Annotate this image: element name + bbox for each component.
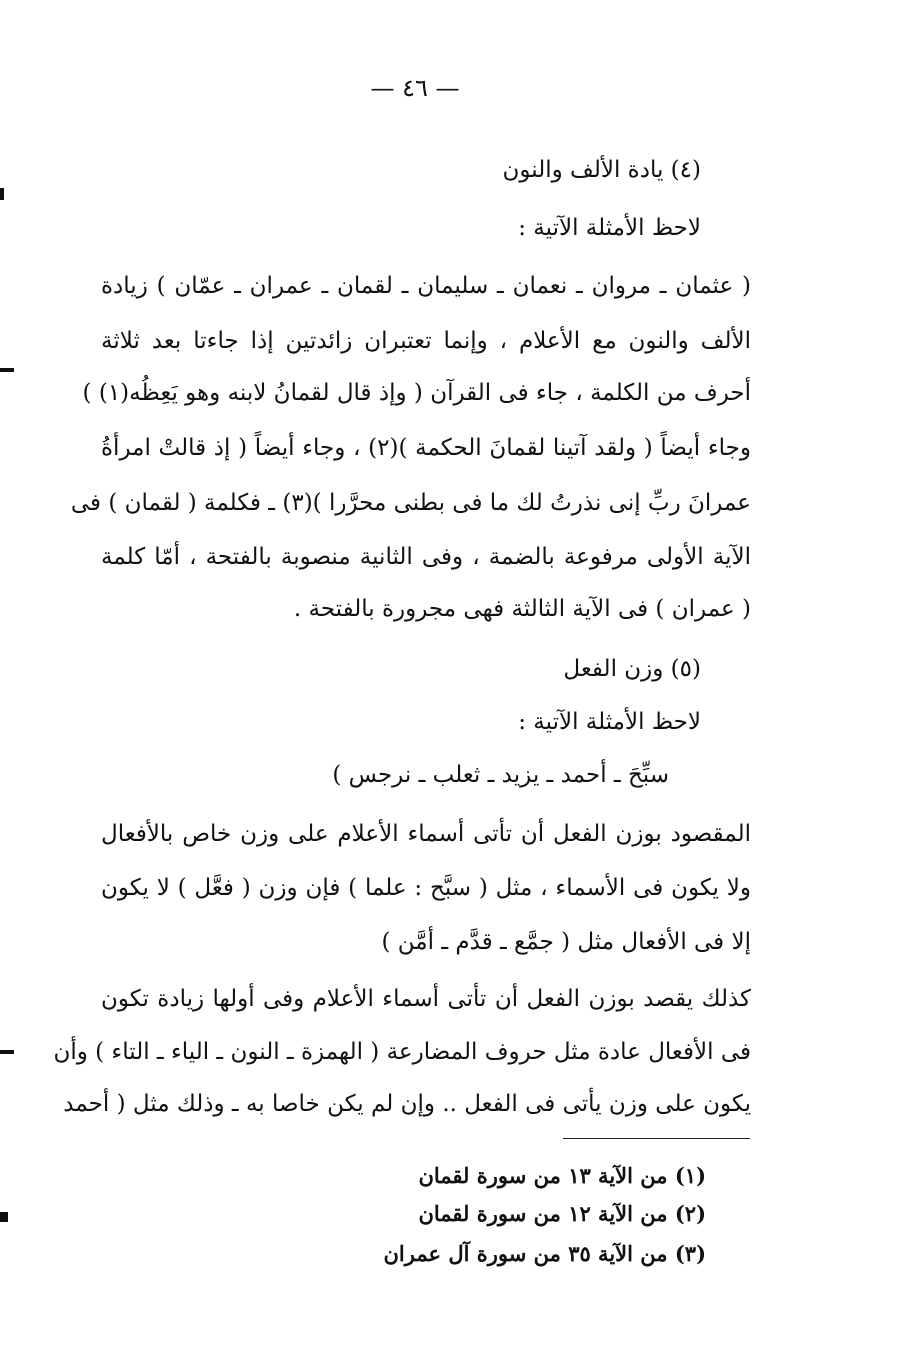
body-line: لاحظ الأمثلة الآتية :	[518, 215, 701, 241]
footnote: (٣) من الآية ٣٥ من سورة آل عمران	[383, 1241, 706, 1266]
body-line: فى الأفعال عادة مثل حروف المضارعة ( الهمزة ـ النون ـ الياء ـ التاء ) وأن	[53, 1039, 751, 1065]
edge-mark	[0, 1050, 14, 1054]
body-line: ولا يكون فى الأسماء ، مثل ( سبَّح : علما ) فإن وزن ( فعَّل ) لا يكون	[101, 875, 751, 901]
body-line: ( عمران ) فى الآية الثالثة فهى مجرورة بالفتحة .	[293, 596, 751, 622]
footnote-separator	[563, 1138, 750, 1139]
page-number: — ٤٦ —	[370, 74, 460, 102]
body-line: ( عثمان ـ مروان ـ نعمان ـ سليمان ـ لقمان ـ عمران ـ عمّان ) زيادة	[101, 273, 751, 299]
body-line: الآية الأولى مرفوعة بالضمة ، وفى الثانية منصوبة بالفتحة ، أمّا كلمة	[101, 544, 751, 570]
section-heading-verb-form: (٥) وزن الفعل	[563, 656, 701, 682]
body-line: إلا فى الأفعال مثل ( جمَّع ـ قدَّم ـ أمَّن )	[381, 929, 751, 955]
body-line: عمرانَ ربِّ إنى نذرتُ لك ما فى بطنى محرَّرا )(٣) ـ فكلمة ( لقمان ) فى	[70, 490, 751, 516]
edge-mark	[0, 368, 14, 372]
body-line: أحرف من الكلمة ، جاء فى القرآن ( وإذ قال لقمانُ لابنه وهو يَعِظُه(١) )	[82, 380, 751, 406]
edge-mark	[0, 1212, 8, 1222]
body-line: لاحظ الأمثلة الآتية :	[518, 709, 701, 735]
body-line: المقصود بوزن الفعل أن تأتى أسماء الأعلام على وزن خاص بالأفعال	[101, 821, 751, 847]
footnote: (٢) من الآية ١٢ من سورة لقمان	[418, 1201, 706, 1226]
body-line: كذلك يقصد بوزن الفعل أن تأتى أسماء الأعلام وفى أولها زيادة تكون	[101, 986, 751, 1012]
section-heading-alif-nun: (٤) يادة الألف والنون	[502, 157, 701, 183]
edge-mark	[0, 188, 4, 200]
footnote: (١) من الآية ١٣ من سورة لقمان	[418, 1163, 706, 1188]
body-line: سبِّحَ ـ أحمد ـ يزيد ـ ثعلب ـ نرجس )	[332, 762, 669, 788]
body-line: يكون على وزن يأتى فى الفعل .. وإن لم يكن خاصا به ـ وذلك مثل ( أحمد	[63, 1091, 751, 1117]
body-line: وجاء أيضاً ( ولقد آتينا لقمانَ الحكمة )(٢) ، وجاء أيضاً ( إذ قالتْ امرأةُ	[101, 435, 751, 461]
body-line: الألف والنون مع الأعلام ، وإنما تعتبران زائدتين إذا جاءتا بعد ثلاثة	[101, 328, 751, 354]
